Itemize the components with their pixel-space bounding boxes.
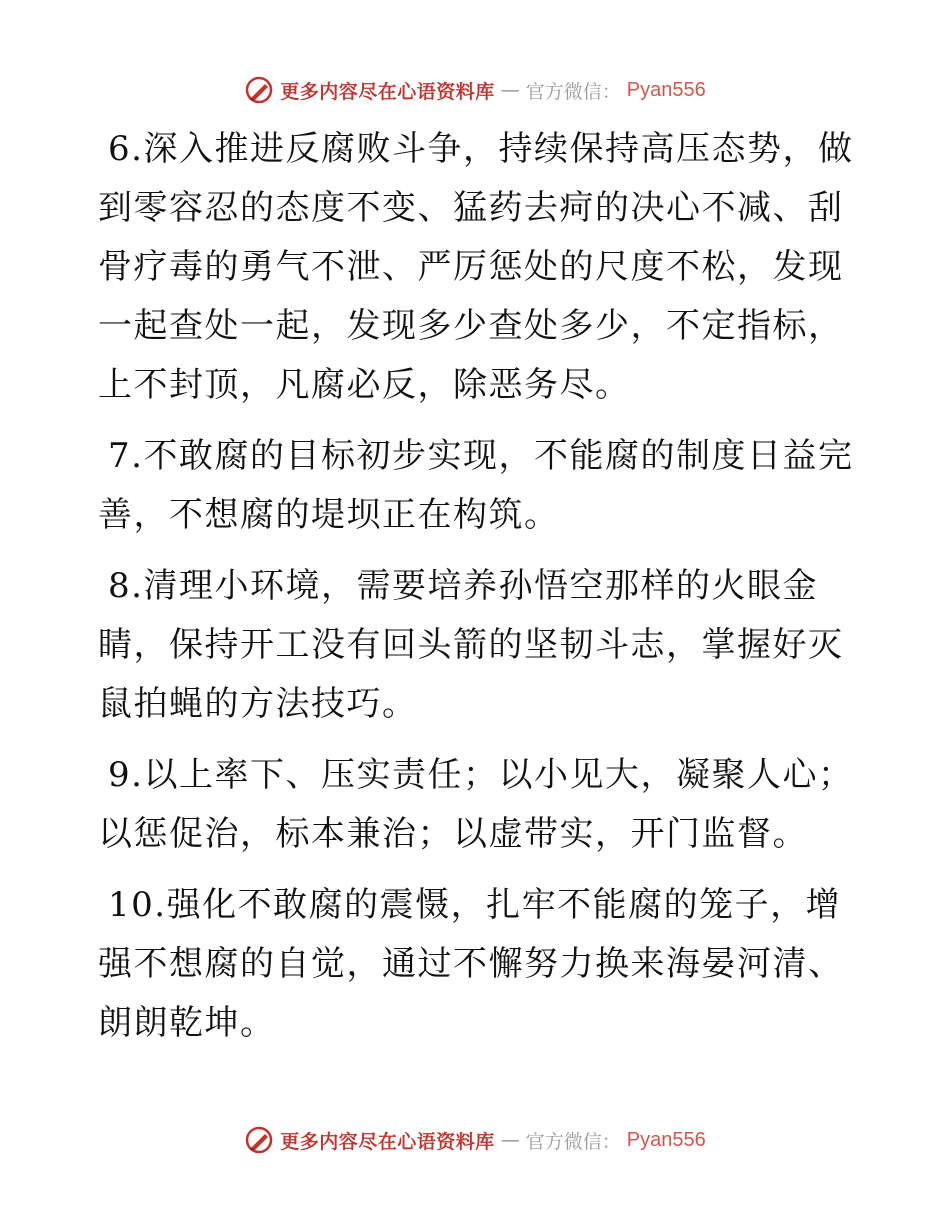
item-text: 清理小环境，需要培养孙悟空那样的火眼金睛，保持开工没有回头箭的坚韧斗志，掌握好灭鼠拍蝇的方法技巧。 (98, 566, 844, 724)
pen-logo-icon (244, 75, 274, 105)
list-item (98, 876, 858, 1053)
item-text: 以上率下、压实责任；以小见大，凝聚人心；以惩促治，标本兼治；以虚带实，开门监督。 (98, 755, 854, 854)
item-text: 深入推进反腐败斗争，持续保持高压态势，做到零容忍的态度不变、猛药去疴的决心不减、刮骨疗毒的勇气不泄、严厉惩处的尺度不松，发现一起查处一起，发现多少查处多少，不定指标，上不封顶，凡腐必反，除恶务尽。 (98, 129, 854, 405)
list-item (98, 746, 858, 864)
item-number: 10. (108, 885, 167, 925)
item-number: 8. (108, 566, 144, 606)
list-item (98, 557, 858, 734)
banner-wechat-id: Pyan556 (626, 1128, 706, 1151)
banner-label: 官方微信： (525, 80, 621, 103)
banner-title: 更多内容尽在心语资料库 (280, 1130, 495, 1153)
pen-logo-icon (244, 1125, 274, 1155)
list-item (98, 427, 858, 545)
list-item (98, 120, 858, 415)
item-number: 6. (108, 129, 144, 169)
banner-label: 官方微信： (525, 1130, 621, 1153)
banner-separator: — (500, 1129, 520, 1151)
footer-banner (0, 1122, 950, 1158)
document-body (98, 120, 858, 1065)
item-text: 强化不敢腐的震慑，扎牢不能腐的笼子，增强不想腐的自觉，通过不懈努力换来海晏河清、朗朗乾坤。 (98, 885, 844, 1043)
banner-wechat-id: Pyan556 (626, 78, 706, 101)
header-banner (0, 72, 950, 108)
banner-title: 更多内容尽在心语资料库 (280, 80, 495, 103)
item-number: 7. (108, 436, 144, 476)
item-text: 不敢腐的目标初步实现，不能腐的制度日益完善，不想腐的堤坝正在构筑。 (98, 436, 854, 535)
banner-separator: — (500, 79, 520, 101)
item-number: 9. (108, 755, 144, 795)
